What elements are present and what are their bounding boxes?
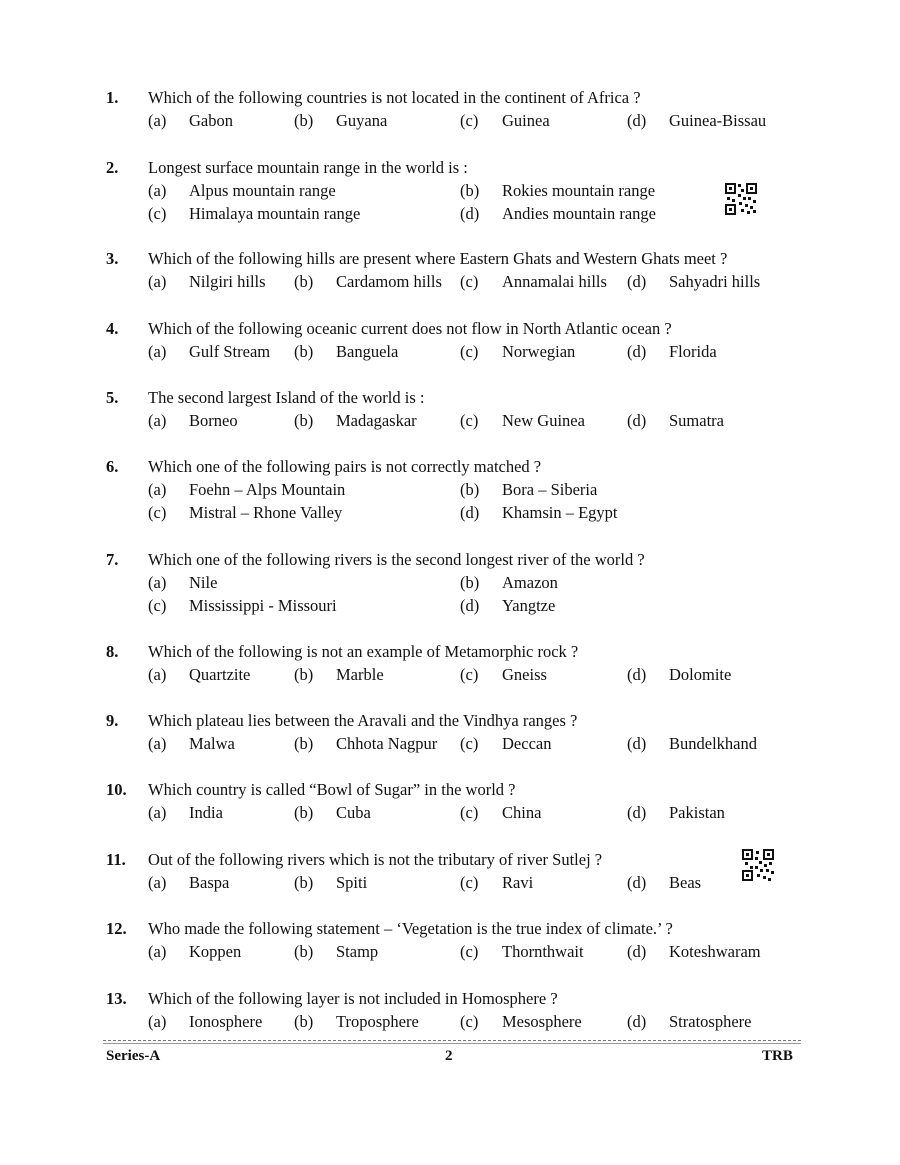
option-label: (c) bbox=[460, 342, 479, 361]
question-number: 9. bbox=[106, 711, 119, 730]
question-number: 6. bbox=[106, 457, 119, 476]
option-label: (a) bbox=[148, 480, 167, 499]
option-text: Koppen bbox=[189, 942, 242, 961]
option-text: Bora – Siberia bbox=[502, 480, 598, 499]
footer-rule bbox=[103, 1040, 801, 1041]
option-label: (d) bbox=[627, 873, 647, 892]
footer-page-number: 2 bbox=[445, 1048, 453, 1064]
question-text: Longest surface mountain range in the world is : bbox=[148, 158, 468, 177]
option-label: (d) bbox=[627, 111, 647, 130]
option-label: (a) bbox=[148, 573, 167, 592]
option-text: Thornthwait bbox=[502, 942, 584, 961]
option-label: (d) bbox=[460, 503, 480, 522]
question-number: 13. bbox=[106, 989, 127, 1008]
option-label: (d) bbox=[627, 1012, 647, 1031]
option-text: Banguela bbox=[336, 342, 399, 361]
question-text: Which of the following hills are present where Eastern Ghats and Western Ghats meet ? bbox=[148, 249, 728, 268]
option-label: (d) bbox=[460, 204, 480, 223]
option-text: Guinea-Bissau bbox=[669, 111, 767, 130]
option-label: (d) bbox=[627, 342, 647, 361]
option-label: (d) bbox=[627, 734, 647, 753]
question-number: 1. bbox=[106, 88, 119, 107]
option-label: (c) bbox=[460, 111, 479, 130]
option-label: (c) bbox=[460, 1012, 479, 1031]
option-label: (b) bbox=[294, 411, 314, 430]
option-text: Quartzite bbox=[189, 665, 251, 684]
question-text: Which country is called “Bowl of Sugar” in the world ? bbox=[148, 780, 516, 799]
option-label: (c) bbox=[460, 803, 479, 822]
option-label: (b) bbox=[294, 942, 314, 961]
option-text: Marble bbox=[336, 665, 384, 684]
option-text: Guyana bbox=[336, 111, 388, 130]
option-label: (d) bbox=[627, 803, 647, 822]
option-text: Beas bbox=[669, 873, 702, 892]
qr-code-icon bbox=[724, 182, 758, 216]
option-text: Troposphere bbox=[336, 1012, 419, 1031]
question-number: 8. bbox=[106, 642, 119, 661]
option-text: Deccan bbox=[502, 734, 552, 753]
option-label: (d) bbox=[460, 596, 480, 615]
option-text: Guinea bbox=[502, 111, 550, 130]
option-text: Ravi bbox=[502, 873, 534, 892]
option-label: (a) bbox=[148, 272, 167, 291]
option-text: Foehn – Alps Mountain bbox=[189, 480, 346, 499]
option-label: (a) bbox=[148, 873, 167, 892]
option-text: Borneo bbox=[189, 411, 238, 430]
option-text: China bbox=[502, 803, 542, 822]
option-text: Stratosphere bbox=[669, 1012, 752, 1031]
option-label: (d) bbox=[627, 665, 647, 684]
question-text: Which one of the following rivers is the second longest river of the world ? bbox=[148, 550, 645, 569]
question-text: Which of the following oceanic current does not flow in North Atlantic ocean ? bbox=[148, 319, 672, 338]
option-text: Koteshwaram bbox=[669, 942, 761, 961]
option-label: (b) bbox=[294, 803, 314, 822]
option-text: Gulf Stream bbox=[189, 342, 271, 361]
footer-series: Series-A bbox=[106, 1048, 161, 1064]
option-label: (d) bbox=[627, 942, 647, 961]
option-text: Mistral – Rhone Valley bbox=[189, 503, 343, 522]
option-text: Dolomite bbox=[669, 665, 732, 684]
option-label: (a) bbox=[148, 411, 167, 430]
option-label: (c) bbox=[460, 411, 479, 430]
footer-rule bbox=[103, 1043, 801, 1044]
option-text: Spiti bbox=[336, 873, 368, 892]
option-label: (c) bbox=[148, 596, 167, 615]
option-label: (b) bbox=[294, 111, 314, 130]
option-label: (d) bbox=[627, 272, 647, 291]
option-text: Chhota Nagpur bbox=[336, 734, 438, 753]
option-label: (c) bbox=[460, 272, 479, 291]
option-label: (b) bbox=[294, 734, 314, 753]
question-number: 3. bbox=[106, 249, 119, 268]
option-text: Ionosphere bbox=[189, 1012, 263, 1031]
option-label: (a) bbox=[148, 181, 167, 200]
option-label: (b) bbox=[460, 480, 480, 499]
option-text: Nilgiri hills bbox=[189, 272, 266, 291]
option-text: Gabon bbox=[189, 111, 233, 130]
option-label: (b) bbox=[294, 272, 314, 291]
option-label: (b) bbox=[294, 342, 314, 361]
option-label: (a) bbox=[148, 665, 167, 684]
option-label: (a) bbox=[148, 342, 167, 361]
question-text: Which plateau lies between the Aravali and the Vindhya ranges ? bbox=[148, 711, 578, 730]
option-text: Cuba bbox=[336, 803, 371, 822]
option-text: Cardamom hills bbox=[336, 272, 442, 291]
question-number: 11. bbox=[106, 850, 126, 869]
question-text: Which of the following layer is not included in Homosphere ? bbox=[148, 989, 558, 1008]
question-text: Which one of the following pairs is not correctly matched ? bbox=[148, 457, 542, 476]
footer-code: TRB bbox=[762, 1048, 793, 1064]
question-number: 7. bbox=[106, 550, 119, 569]
option-label: (a) bbox=[148, 942, 167, 961]
option-label: (b) bbox=[460, 181, 480, 200]
question-text: The second largest Island of the world is : bbox=[148, 388, 425, 407]
option-label: (a) bbox=[148, 803, 167, 822]
option-text: Sumatra bbox=[669, 411, 724, 430]
option-label: (c) bbox=[460, 665, 479, 684]
option-label: (a) bbox=[148, 734, 167, 753]
option-text: Amazon bbox=[502, 573, 558, 592]
option-text: Pakistan bbox=[669, 803, 725, 822]
option-label: (b) bbox=[460, 573, 480, 592]
option-label: (c) bbox=[148, 204, 167, 223]
option-label: (b) bbox=[294, 1012, 314, 1031]
option-text: India bbox=[189, 803, 223, 822]
option-text: Yangtze bbox=[502, 596, 556, 615]
qr-code-icon bbox=[741, 848, 775, 882]
option-text: New Guinea bbox=[502, 411, 585, 430]
question-text: Who made the following statement – ‘Vegetation is the true index of climate.’ ? bbox=[148, 919, 673, 938]
question-text: Which of the following is not an example of Metamorphic rock ? bbox=[148, 642, 579, 661]
option-text: Himalaya mountain range bbox=[189, 204, 361, 223]
option-text: Rokies mountain range bbox=[502, 181, 656, 200]
option-text: Alpus mountain range bbox=[189, 181, 336, 200]
option-label: (c) bbox=[460, 873, 479, 892]
question-number: 10. bbox=[106, 780, 127, 799]
option-text: Bundelkhand bbox=[669, 734, 757, 753]
option-label: (d) bbox=[627, 411, 647, 430]
option-label: (a) bbox=[148, 1012, 167, 1031]
option-label: (c) bbox=[460, 942, 479, 961]
option-text: Stamp bbox=[336, 942, 379, 961]
question-number: 12. bbox=[106, 919, 127, 938]
question-number: 5. bbox=[106, 388, 119, 407]
option-label: (c) bbox=[460, 734, 479, 753]
option-text: Khamsin – Egypt bbox=[502, 503, 618, 522]
option-text: Annamalai hills bbox=[502, 272, 607, 291]
question-text: Out of the following rivers which is not the tributary of river Sutlej ? bbox=[148, 850, 603, 869]
option-text: Baspa bbox=[189, 873, 230, 892]
question-number: 4. bbox=[106, 319, 119, 338]
option-text: Malwa bbox=[189, 734, 235, 753]
option-text: Mesosphere bbox=[502, 1012, 582, 1031]
option-text: Nile bbox=[189, 573, 218, 592]
question-text: Which of the following countries is not located in the continent of Africa ? bbox=[148, 88, 641, 107]
question-number: 2. bbox=[106, 158, 119, 177]
option-text: Norwegian bbox=[502, 342, 576, 361]
option-label: (b) bbox=[294, 873, 314, 892]
option-text: Gneiss bbox=[502, 665, 547, 684]
option-label: (c) bbox=[148, 503, 167, 522]
option-label: (a) bbox=[148, 111, 167, 130]
option-text: Sahyadri hills bbox=[669, 272, 761, 291]
option-text: Madagaskar bbox=[336, 411, 417, 430]
option-text: Mississippi - Missouri bbox=[189, 596, 337, 615]
option-text: Florida bbox=[669, 342, 717, 361]
option-text: Andies mountain range bbox=[502, 204, 656, 223]
option-label: (b) bbox=[294, 665, 314, 684]
